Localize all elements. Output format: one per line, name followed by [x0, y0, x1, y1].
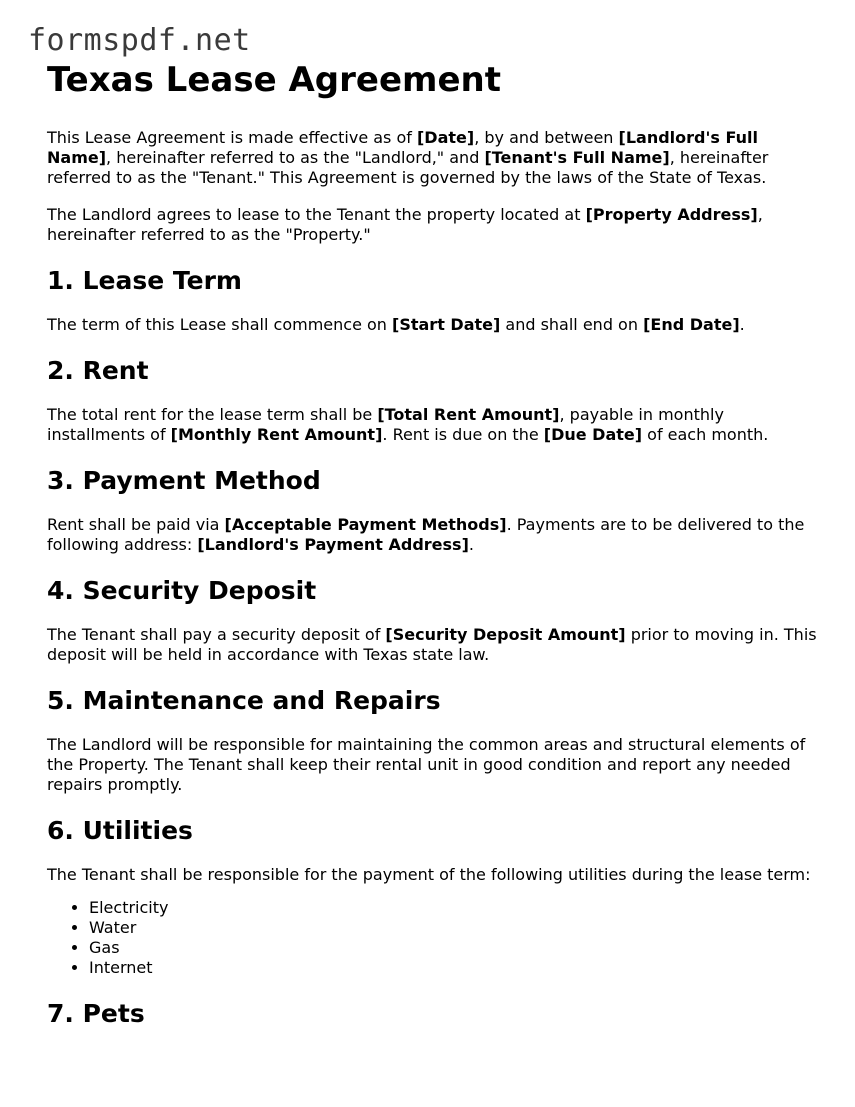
landlord-name-placeholder: [Landlord's Full Name] — [47, 128, 758, 167]
deposit-text-2: prior to moving in. This deposit will be held in accordance with Texas state law. — [47, 625, 817, 664]
list-item: • Gas — [89, 938, 817, 958]
rent-text-2: , payable in monthly installments of — [47, 405, 724, 444]
payment-text-3: . — [468, 535, 474, 554]
list-item: • Internet — [89, 958, 817, 978]
property-text-2: , hereinafter referred to as the "Property." — [47, 205, 763, 244]
start-date-placeholder: [Start Date] — [392, 315, 501, 334]
lease-term-text-3: . — [739, 315, 745, 334]
property-text-1: The Landlord agrees to lease to the Tenant the property located at — [47, 205, 586, 224]
document-body — [47, 58, 817, 1048]
list-item: • Water — [89, 918, 817, 938]
list-item: • Electricity — [89, 898, 817, 918]
section-heading-pets: 7. Pets — [47, 999, 145, 1028]
section-heading-utilities: 6. Utilities — [47, 816, 193, 845]
intro-text-4: , hereinafter referred to as the "Tenant." This Agreement is governed by the laws of the State of Texas. — [47, 148, 769, 187]
property-address-placeholder: [Property Address] — [585, 205, 758, 224]
deposit-amount-placeholder: [Security Deposit Amount] — [385, 625, 626, 644]
due-date-placeholder: [Due Date] — [543, 425, 643, 444]
payment-text-2: . Payments are to be delivered to the following address: — [47, 515, 805, 554]
payment-address-placeholder: [Landlord's Payment Address] — [197, 535, 469, 554]
lease-term-text-1: The term of this Lease shall commence on — [47, 315, 393, 334]
maintenance-paragraph: The Landlord will be responsible for maintaining the common areas and structural elements of the Property. The Tenant shall keep their rental unit in good condition and report any needed repairs promptly. — [47, 735, 806, 794]
document-title: Texas Lease Agreement — [47, 60, 501, 100]
intro-date-placeholder: [Date] — [416, 128, 475, 147]
property-paragraph — [47, 205, 817, 245]
section-heading-security-deposit: 4. Security Deposit — [47, 576, 317, 605]
rent-paragraph — [47, 405, 817, 445]
rent-text-1: The total rent for the lease term shall be — [47, 405, 378, 424]
security-deposit-paragraph — [47, 625, 817, 665]
payment-methods-placeholder: [Acceptable Payment Methods] — [224, 515, 507, 534]
intro-text-2: , by and between — [474, 128, 619, 147]
utilities-paragraph: The Tenant shall be responsible for the payment of the following utilities during the lease term: — [47, 865, 811, 884]
intro-paragraph — [47, 128, 817, 188]
section-heading-lease-term: 1. Lease Term — [47, 266, 242, 295]
end-date-placeholder: [End Date] — [643, 315, 740, 334]
section-heading-maintenance: 5. Maintenance and Repairs — [47, 686, 441, 715]
watermark-logo: formspdf.net — [28, 23, 251, 58]
lease-term-paragraph — [47, 315, 817, 335]
tenant-name-placeholder: [Tenant's Full Name] — [484, 148, 670, 167]
rent-text-3: . Rent is due on the — [382, 425, 544, 444]
total-rent-placeholder: [Total Rent Amount] — [377, 405, 560, 424]
intro-text-1: This Lease Agreement is made effective as of — [47, 128, 417, 147]
payment-text-1: Rent shall be paid via — [47, 515, 225, 534]
deposit-text-1: The Tenant shall pay a security deposit of — [47, 625, 386, 644]
monthly-rent-placeholder: [Monthly Rent Amount] — [170, 425, 383, 444]
section-heading-payment-method: 3. Payment Method — [47, 466, 321, 495]
payment-method-paragraph — [47, 515, 817, 555]
rent-text-4: of each month. — [642, 425, 769, 444]
intro-text-3: , hereinafter referred to as the "Landlord," and — [106, 148, 485, 167]
lease-term-text-2: and shall end on — [500, 315, 644, 334]
section-heading-rent: 2. Rent — [47, 356, 149, 385]
utilities-list — [47, 898, 817, 978]
